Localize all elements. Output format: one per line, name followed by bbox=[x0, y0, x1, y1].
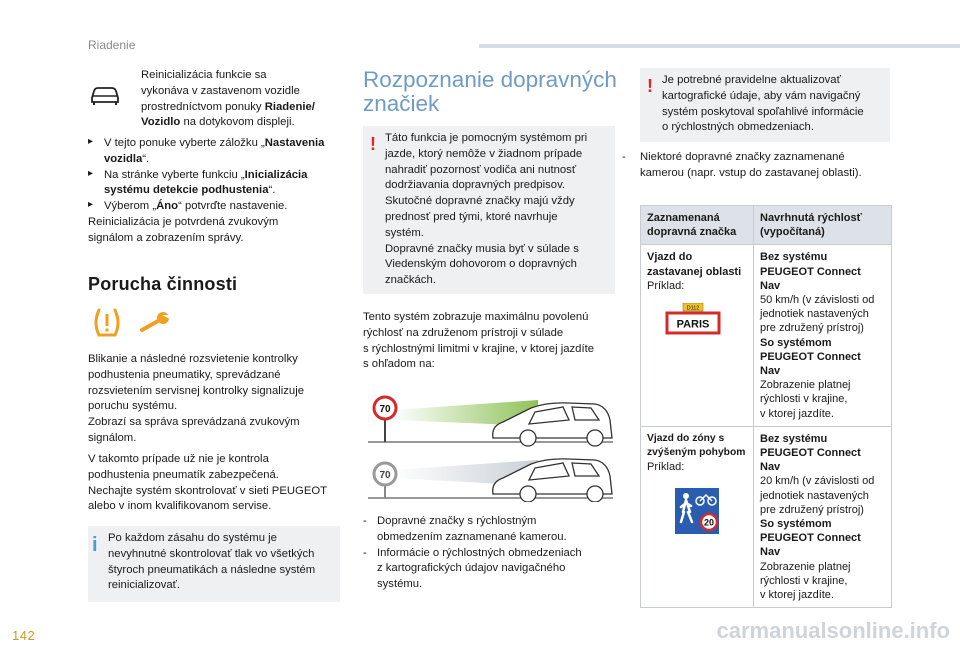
tsr-title: Rozpoznanie dopravných značiek bbox=[363, 67, 617, 116]
table-cell-speed: Bez systému PEUGEOT Connect Nav 20 km/h (v závislosti od jednotiek nastavených pre združený prístroj) So systémom PEUGEOT Connect Nav Zobrazenie platnej rýchlosti v krajine, v ktorej jazdíte. bbox=[754, 426, 892, 607]
tsr-dash-list bbox=[363, 514, 618, 593]
dash-item-1: - Dopravné značky s rýchlostným obmedzením zaznamenané kamerou. bbox=[363, 515, 567, 543]
step-3: ▸ Výberom „Áno“ potvrďte nastavenie. bbox=[88, 199, 344, 215]
intro-paragraph: Reinicializácia funkcie sa vykonáva v zastavenom vozidle prostredníctvom ponuky Riadenie/ Vozidlo na dotykovom displeji. bbox=[141, 69, 315, 129]
svg-text:70: 70 bbox=[379, 470, 391, 481]
tpms-warning-icon bbox=[90, 306, 124, 345]
fault-title: Porucha činnosti bbox=[88, 274, 238, 294]
table-cell-sign: Vjazd do zóny s zvýšeným pohybom Príklad: 20 bbox=[641, 426, 754, 607]
dash-item-2: - Informácie o rýchlostných obmedzeniach z kartografických údajov navigačného systému. bbox=[363, 546, 582, 591]
fault-paragraph-1: Blikanie a následné rozsvietenie kontrolky podhustenia pneumatiky, sprevádzané rozsvietením servisnej kontrolky signalizuje poruchu systému. Zobrazí sa správa sprevádzaná zvukovým signálom. bbox=[88, 353, 304, 444]
right-dash-item: - Niektoré dopravné značky zaznamenané kamerou (napr. vstup do zastavanej oblasti). bbox=[622, 151, 862, 179]
fault-paragraph-2: V takomto prípade už nie je kontrola podhustenia pneumatík zabezpečená. Nechajte systém skontrolovať v sieti PEUGEOT alebo v inom kvalifikovanom servise. bbox=[88, 453, 328, 513]
paris-sign-icon bbox=[665, 303, 747, 341]
step-2: ▸ Na stránke vyberte funkciu „Inicializácia systému detekcie podhustenia“. bbox=[88, 168, 344, 200]
tsr-warning-box: ! Táto funkcia je pomocným systémom pri jazde, ktorý nemôže v žiadnom prípade nahradiť pozornosť vodiča ani nutnosť dodržiavania dopravných predpisov. Skutočné dopravné značky majú vždy prednosť pred tými, ktoré navrhuje systém. Dopravné značky musia byť v súlade s Viedenským dohovorom o dopravných značkách. bbox=[363, 126, 615, 294]
warning-icon: ! bbox=[647, 76, 653, 96]
svg-text:20: 20 bbox=[703, 517, 715, 528]
table-row bbox=[641, 426, 892, 607]
service-wrench-icon bbox=[140, 310, 172, 341]
chapter-header: Riadenie bbox=[88, 38, 136, 52]
tsr-illustration bbox=[363, 390, 618, 507]
zone-sign-icon bbox=[675, 488, 747, 538]
arrow-bullet-icon: ▸ bbox=[88, 199, 94, 211]
confirm-line-2: signálom a zobrazením správy. bbox=[88, 231, 244, 244]
speed-sign-bottom bbox=[374, 463, 396, 498]
info-box: i Po každom zásahu do systému je nevyhnutné skontrolovať tlak vo všetkých štyroch pneumatikách a následne systém reinicializovať. bbox=[88, 526, 340, 602]
steps-list bbox=[88, 136, 344, 247]
table-row bbox=[641, 245, 892, 426]
speed-sign-top bbox=[374, 397, 396, 442]
table-cell-speed: Bez systému PEUGEOT Connect Nav 50 km/h (v závislosti od jednotiek nastavených pre združený prístroj) So systémom PEUGEOT Connect Nav Zobrazenie platnej rýchlosti v krajine, v ktorej jazdíte. bbox=[754, 245, 892, 426]
table-header-speed: Navrhnutá rýchlosť (vypočítaná) bbox=[754, 206, 892, 245]
map-update-warning-box: ! Je potrebné pravidelne aktualizovať kartografické údaje, aby vám navigačný systém poskytoval spoľahlivé informácie o rýchlostných obmedzeniach. bbox=[640, 68, 890, 142]
svg-text:PARIS: PARIS bbox=[676, 318, 710, 331]
info-icon: i bbox=[92, 534, 98, 556]
table-header-sign: Zaznamenaná dopravná značka bbox=[641, 206, 754, 245]
header-bar bbox=[479, 44, 960, 48]
svg-text:D112: D112 bbox=[686, 305, 700, 312]
table-cell-sign: Vjazd do zastavanej oblasti Príklad: D112 PARIS bbox=[641, 245, 754, 426]
speed-table bbox=[640, 205, 892, 608]
tsr-paragraph: Tento systém zobrazuje maximálnu povolenú rýchlosť na združenom prístroji v súlade s rýchlostnými limitmi v krajine, v ktorej jazdíte s ohľadom na: bbox=[363, 311, 595, 371]
warning-icon: ! bbox=[370, 134, 376, 154]
page-number: 142 bbox=[12, 628, 36, 643]
car-menu-icon bbox=[88, 82, 122, 111]
step-1: ▸ V tejto ponuke vyberte záložku „Nastavenia vozidla“. bbox=[88, 136, 344, 168]
svg-text:70: 70 bbox=[379, 404, 391, 415]
arrow-bullet-icon: ▸ bbox=[88, 167, 94, 179]
watermark: carmanualsonline.info bbox=[716, 618, 950, 643]
confirm-line-1: Reinicializácia je potvrdená zvukovým bbox=[88, 215, 279, 228]
arrow-bullet-icon: ▸ bbox=[88, 136, 94, 147]
table-header-row bbox=[641, 206, 892, 245]
